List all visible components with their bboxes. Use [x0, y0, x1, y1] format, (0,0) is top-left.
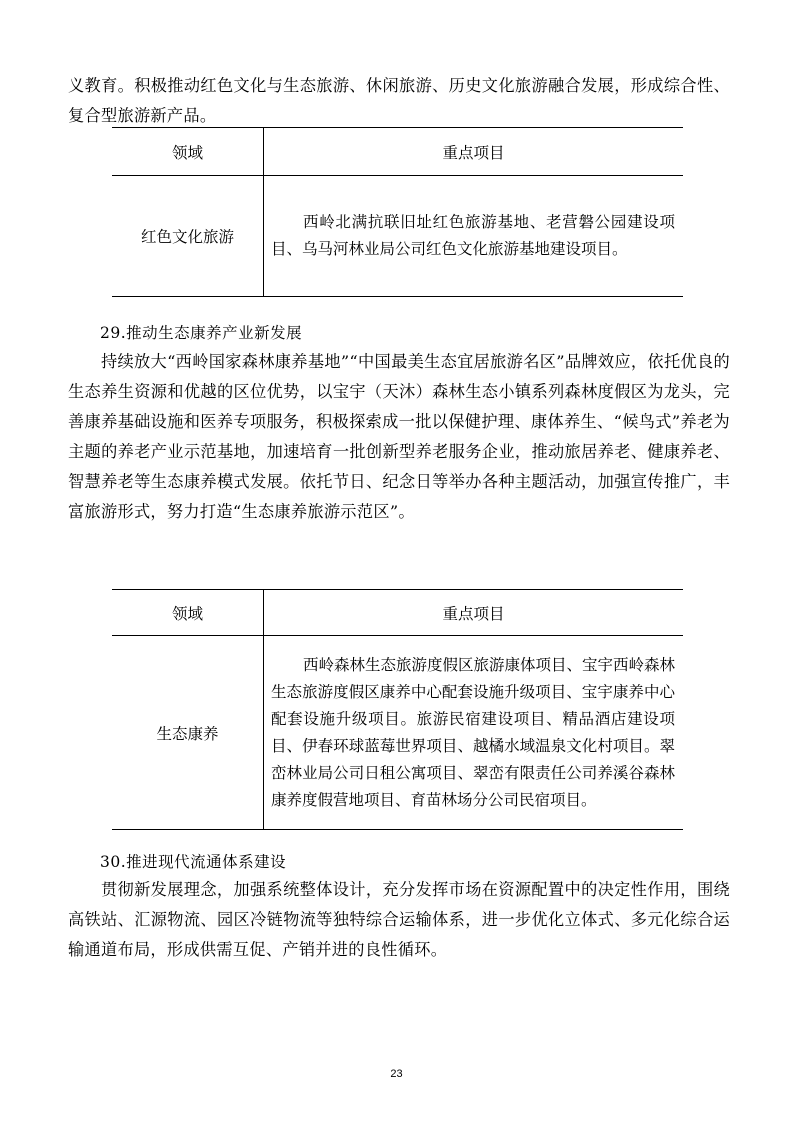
section-30-heading: 30.推进现代流通体系建设 — [100, 853, 287, 871]
table-row — [112, 176, 683, 297]
table-cell-domain: 生态康养 — [112, 636, 264, 830]
table-cell-projects — [264, 636, 684, 830]
table-cell-projects — [264, 176, 684, 297]
section-29-heading: 29.推动生态康养产业新发展 — [100, 324, 303, 342]
table-header-projects: 重点项目 — [264, 590, 684, 636]
table-header-projects: 重点项目 — [264, 128, 684, 176]
intro-paragraph: 义教育。积极推动红色文化与生态旅游、休闲旅游、历史文化旅游融合发展，形成综合性、复合型旅游新产品。 — [68, 76, 730, 125]
table-header-domain: 领域 — [112, 590, 264, 636]
table-header-row — [112, 590, 683, 636]
projects-text: 西岭北满抗联旧址红色旅游基地、老营磐公园建设项目、乌马河林业局公司红色文化旅游基地建设项目。 — [271, 213, 675, 258]
table-header-domain: 领域 — [112, 128, 264, 176]
section-29-body: 持续放大“西岭国家森林康养基地”“中国最美生态宜居旅游名区”品牌效应，依托优良的生态养生资源和优越的区位优势，以宝宇（天沐）森林生态小镇系列森林度假区为龙头，完善康养基础设施和医养专项服务，积极探索成一批以保健护理、康体养生、“候鸟式”养老为主题的养老产业示范基地，加速培育一批创新型养老服务企业，推动旅居养老、健康养老、智慧养老等生态康养模式发展。依托节日、纪念日等举办各种主题活动，加强宣传推广，丰富旅游形式，努力打造“生态康养旅游示范区”。 — [68, 352, 730, 521]
key-projects-table-red-tourism — [112, 127, 683, 297]
projects-text: 西岭森林生态旅游度假区旅游康体项目、宝宇西岭森林生态旅游度假区康养中心配套设施升级项目、宝宇康养中心配套设施升级项目。旅游民宿建设项目、精品酒店建设项目、伊春环球蓝莓世界项目、越橘水域温泉文化村项目。翠峦林业局公司日租公寓项目、翠峦有限责任公司养溪谷森林康养度假营地项目、育苗林场分公司民宿项目。 — [271, 655, 676, 809]
key-projects-table-eco-health — [112, 589, 683, 830]
section-30-body: 贯彻新发展理念，加强系统整体设计，充分发挥市场在资源配置中的决定性作用，围绕高铁站、汇源物流、园区冷链物流等独特综合运输体系，进一步优化立体式、多元化综合运输通道布局，形成供需互促、产销并进的良性循环。 — [68, 880, 730, 959]
table-cell-domain: 红色文化旅游 — [112, 176, 264, 297]
table-row — [112, 636, 683, 830]
table-header-row — [112, 128, 683, 176]
page-number: 23 — [390, 1068, 403, 1080]
